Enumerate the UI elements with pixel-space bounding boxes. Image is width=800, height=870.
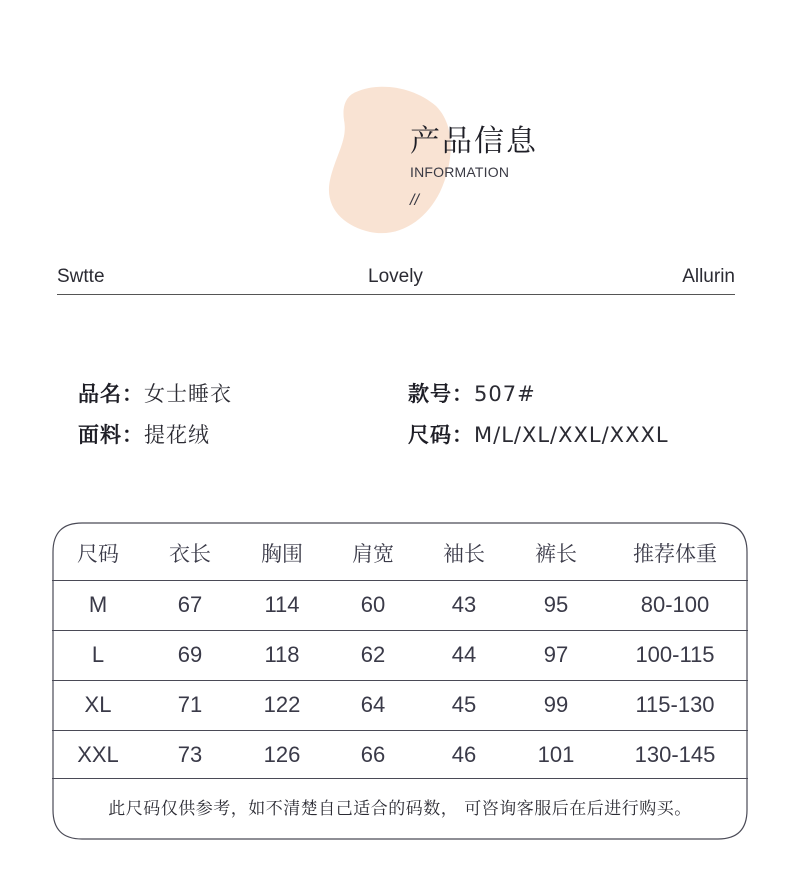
header-sleeve: 袖长 [443,542,485,566]
product-name-label: 品名： [78,382,144,406]
table-cell: XL [84,692,112,717]
table-cell: 44 [451,642,477,667]
product-fabric [78,419,210,449]
table-cell: 100-115 [635,642,715,667]
header-bust: 胸围 [261,542,303,566]
table-cell: 67 [177,592,203,617]
brand-left: Swtte [57,266,105,287]
product-style-number [408,378,536,408]
table-cell: 45 [451,692,477,717]
section-header [410,124,538,210]
product-fabric-value: 提花绒 [144,423,210,447]
style-number-label: 款号： [408,382,474,406]
table-cell: 46 [451,742,477,767]
table-cell: 114 [264,592,300,617]
section-subtitle: INFORMATION [410,164,510,180]
table-cell: 97 [543,642,569,667]
product-name [78,378,232,408]
table-cell: 73 [177,742,203,767]
header-length: 衣长 [169,542,211,566]
sizes-label: 尺码： [408,423,474,447]
table-cell: 43 [451,592,477,617]
table-row [52,630,748,680]
section-title: 产品信息 [410,124,538,159]
table-cell: 95 [543,592,569,617]
size-note: 此尺码仅供参考，如不清楚自己适合的码数， 可咨询客服后在后进行购买。 [108,799,692,819]
table-cell: 130-145 [634,742,716,767]
table-cell: 60 [360,592,386,617]
header-pants-length: 裤长 [535,542,577,566]
table-cell: L [91,642,105,667]
style-number-value: 507# [474,382,536,406]
table-cell: 126 [263,742,301,767]
table-row [52,580,748,630]
product-fabric-label: 面料： [78,423,144,447]
table-cell: M [88,592,108,617]
header-shoulder: 肩宽 [352,542,394,566]
table-cell: 69 [177,642,203,667]
table-header-row [52,536,748,580]
table-cell: 71 [177,692,203,717]
size-chart-table [52,522,748,840]
table-cell: 99 [543,692,569,717]
table-cell: 64 [360,692,386,717]
brand-middle: Lovely [368,266,423,287]
sizes-value: M/L/XL/XXL/XXXL [474,423,669,447]
table-row [52,730,748,780]
table-cell: 62 [360,642,386,667]
product-sizes [408,419,669,449]
table-cell: 122 [263,692,301,717]
table-cell: XXL [77,742,119,767]
table-cell: 80-100 [640,592,710,617]
brand-row [57,264,735,295]
decorative-slash: // [410,192,419,209]
table-cell: 66 [360,742,386,767]
product-name-value: 女士睡衣 [144,382,232,406]
brand-right: Allurin [682,266,735,287]
table-cell: 115-130 [635,692,715,717]
table-row [52,680,748,730]
table-cell: 101 [537,742,575,767]
header-size: 尺码 [77,542,119,566]
table-divider [52,778,748,779]
table-cell: 118 [264,642,300,667]
header-weight: 推荐体重 [633,542,717,566]
